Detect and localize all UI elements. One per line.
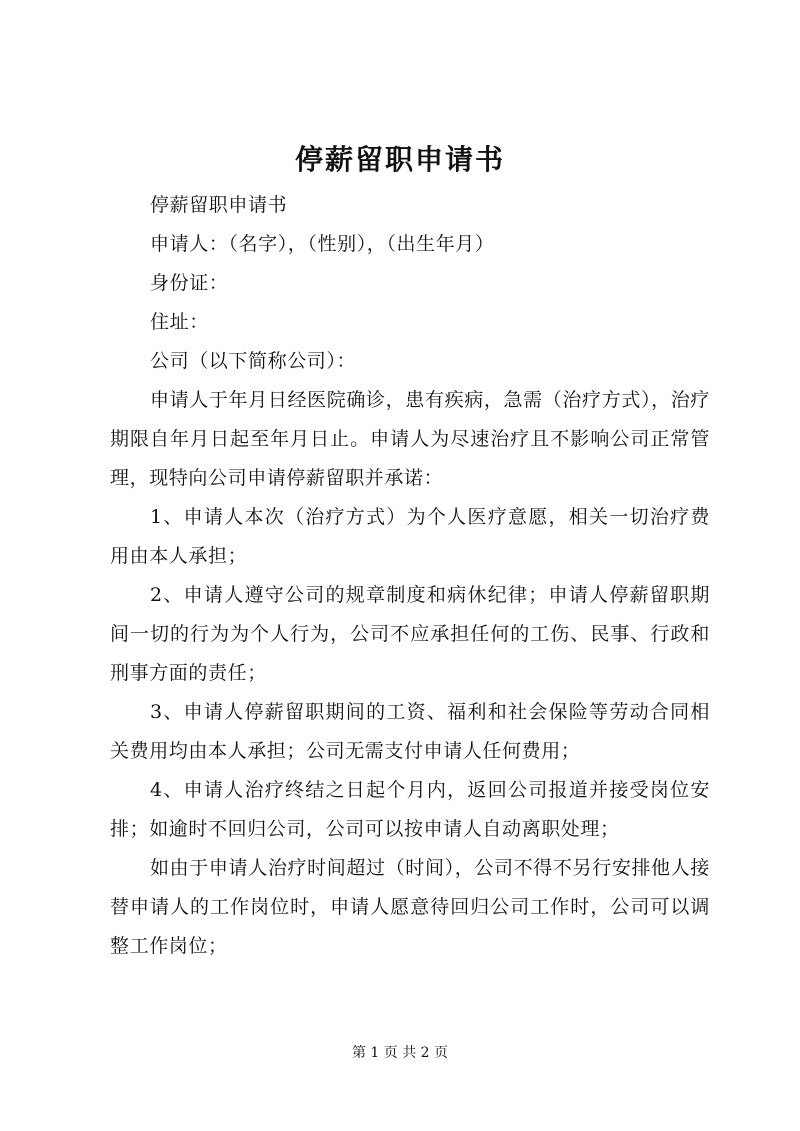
paragraph-heading: 停薪留职申请书 (150, 194, 288, 216)
paragraph-clause-3: 3、申请人停薪留职期间的工资、福利和社会保险等劳动合同相关费用均由本人承担；公司无需支付申请人任何费用； (110, 701, 710, 762)
paragraph-id-card: 身份证： (150, 272, 229, 294)
document-title: 停薪留职申请书 (294, 143, 505, 176)
paragraph-clause-5: 如由于申请人治疗时间超过（时间），公司不得不另行安排他人接替申请人的工作岗位时，申请人愿意待回归公司工作时，公司可以调整工作岗位； (110, 857, 710, 957)
paragraph-statement: 申请人于年月日经医院确诊，患有疾病，急需（治疗方式），治疗期限自年月日起至年月日止。申请人为尽速治疗且不影响公司正常管理，现特向公司申请停薪留职并承诺： (110, 389, 710, 489)
paragraph-company: 公司（以下简称公司）： (150, 350, 357, 372)
paragraph-clause-1: 1、申请人本次（治疗方式）为个人医疗意愿，相关一切治疗费用由本人承担； (110, 506, 710, 567)
paragraph-address: 住址： (150, 311, 209, 333)
page-footer: 第 1 页 共 2 页 (351, 1045, 449, 1061)
paragraph-clause-4: 4、申请人治疗终结之日起个月内，返回公司报道并接受岗位安排；如逾时不回归公司，公司可以按申请人自动离职处理； (110, 779, 710, 840)
document-body (110, 186, 710, 966)
paragraph-applicant: 申请人：（名字），（性别），（出生年月） (150, 233, 495, 255)
paragraph-clause-2: 2、申请人遵守公司的规章制度和病休纪律；申请人停薪留职期间一切的行为为个人行为，公司不应承担任何的工伤、民事、行政和刑事方面的责任； (110, 584, 710, 684)
